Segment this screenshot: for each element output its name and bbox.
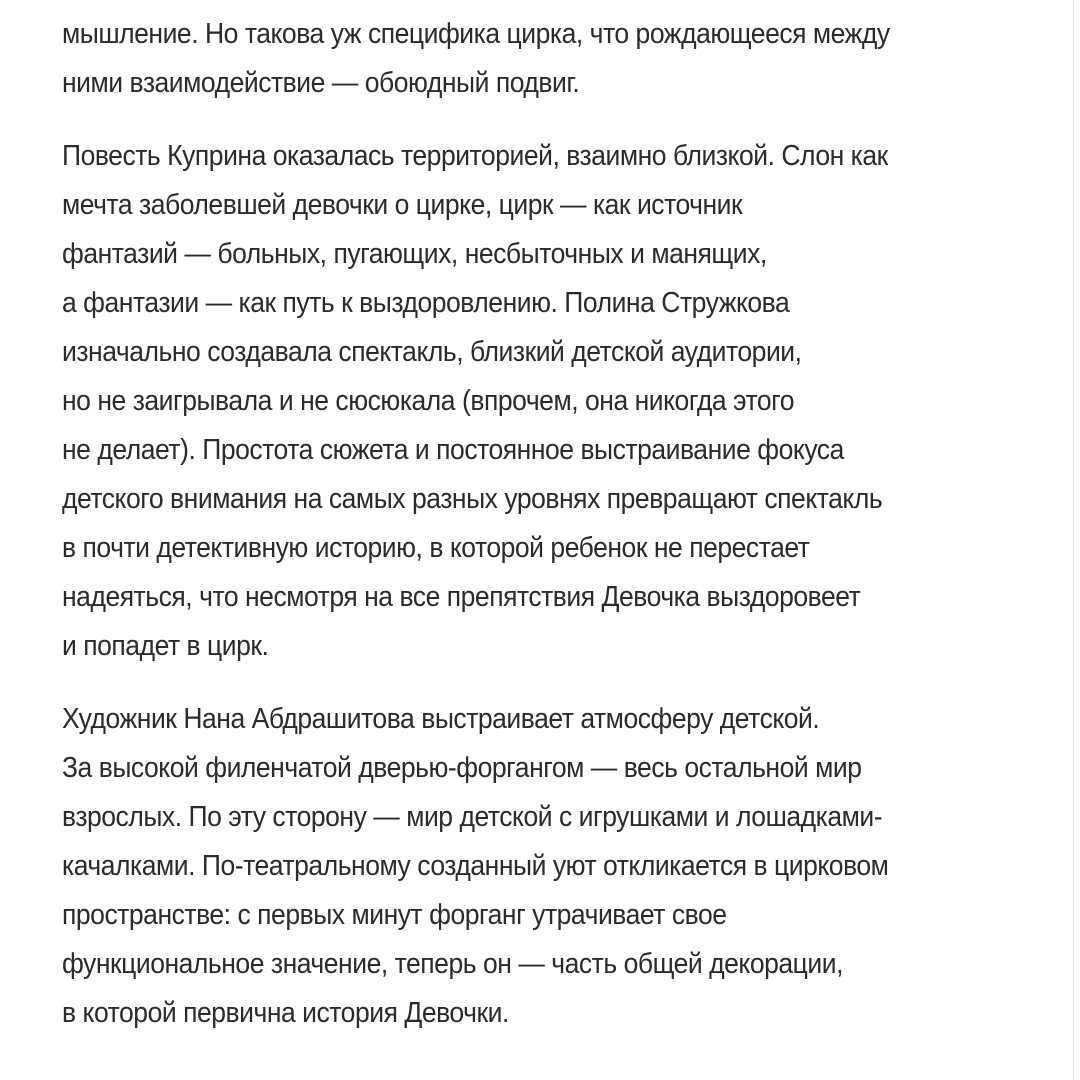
- paragraph-2: [62, 132, 992, 671]
- text-line: но не заигрывала и не сюсюкала (впрочем, она никогда этого: [62, 385, 795, 417]
- text-line: фантазий — больных, пугающих, несбыточных и манящих,: [62, 238, 767, 270]
- text-line: надеяться, что несмотря на все препятствия Девочка выздоровеет: [62, 581, 861, 613]
- text-line: а фантазии — как путь к выздоровлению. Полина Стружкова: [62, 287, 790, 319]
- text-line: и попадет в цирк.: [62, 630, 269, 662]
- text-line: качалками. По-театральному созданный уют откликается в цирковом: [62, 850, 889, 882]
- text-line: Повесть Куприна оказалась территорией, взаимно близкой. Слон как: [62, 140, 888, 172]
- text-line: Художник Нана Абдрашитова выстраивает атмосферу детской.: [62, 703, 820, 735]
- text-line: мечта заболевшей девочки о цирке, цирк — как источник: [62, 189, 743, 221]
- text-line: изначально создавала спектакль, близкий детской аудитории,: [62, 336, 802, 368]
- text-line: функциональное значение, теперь он — часть общей декорации,: [62, 948, 843, 980]
- text-line: За высокой филенчатой дверью-форгангом — весь остальной мир: [62, 752, 862, 784]
- right-divider: [1073, 0, 1074, 1080]
- text-line: пространстве: с первых минут форганг утрачивает свое: [62, 899, 727, 931]
- text-line: не делает). Простота сюжета и постоянное выстраивание фокуса: [62, 434, 844, 466]
- article-body: [62, 10, 992, 1062]
- text-line: детского внимания на самых разных уровнях превращают спектакль: [62, 483, 883, 515]
- paragraph-1: [62, 10, 992, 108]
- text-line: ними взаимодействие — обоюдный подвиг.: [62, 67, 580, 99]
- text-line: взрослых. По эту сторону — мир детской с игрушками и лошадками-: [62, 801, 883, 833]
- paragraph-3: [62, 695, 992, 1038]
- text-line: в которой первична история Девочки.: [62, 997, 509, 1029]
- text-line: в почти детективную историю, в которой ребенок не перестает: [62, 532, 810, 564]
- text-line: мышление. Но такова уж специфика цирка, что рождающееся между: [62, 18, 890, 50]
